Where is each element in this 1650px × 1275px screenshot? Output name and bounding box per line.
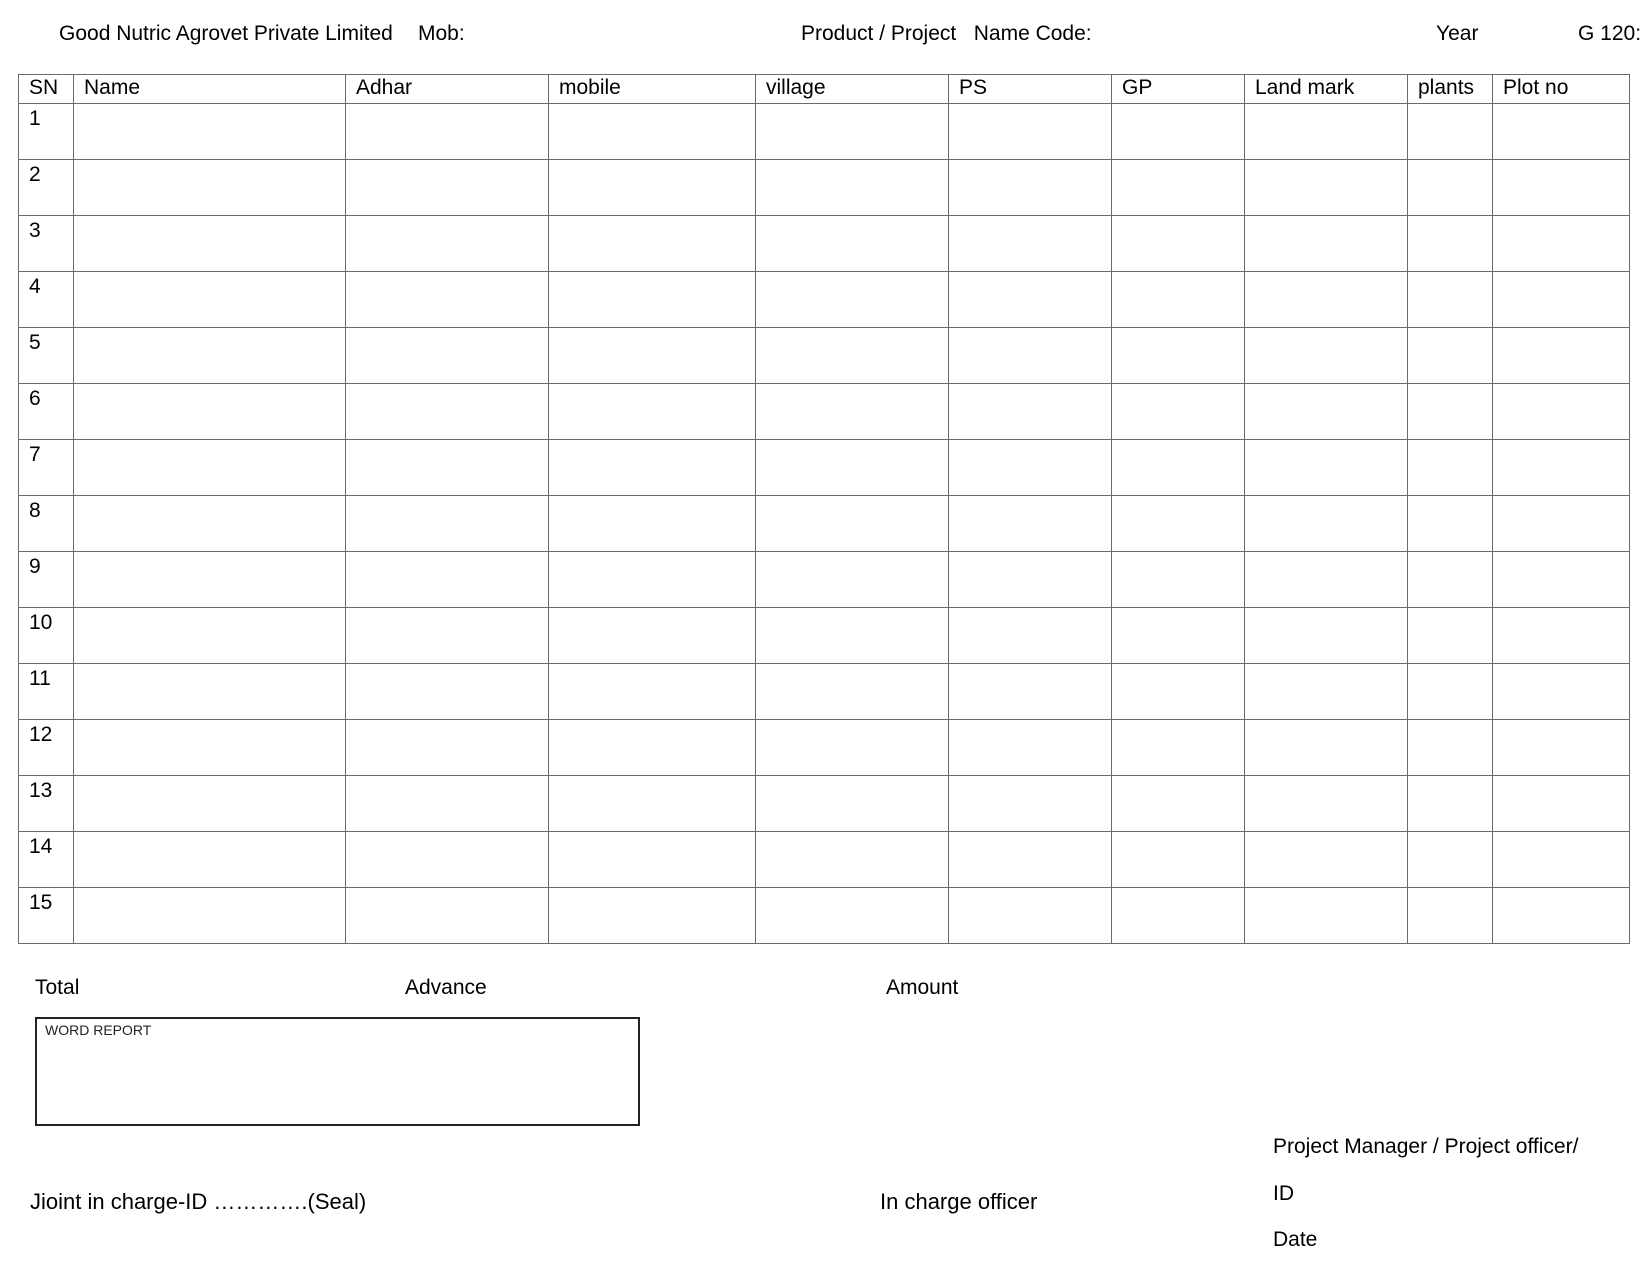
adhar-cell[interactable] (346, 832, 549, 888)
plants-cell[interactable] (1408, 888, 1493, 944)
project-manager-label: Project Manager / Project officer/ (1273, 1135, 1579, 1158)
village-cell[interactable] (756, 552, 949, 608)
ps-cell[interactable] (949, 104, 1112, 160)
plot-no-cell[interactable] (1493, 272, 1630, 328)
landmark-cell[interactable] (1245, 720, 1408, 776)
table-body (19, 104, 1630, 944)
table-row (19, 272, 1630, 328)
plot-no-cell[interactable] (1493, 664, 1630, 720)
gp-cell[interactable] (1112, 272, 1245, 328)
village-cell[interactable] (756, 104, 949, 160)
landmark-cell[interactable] (1245, 776, 1408, 832)
gp-cell[interactable] (1112, 216, 1245, 272)
table-row (19, 496, 1630, 552)
sn-cell: 2 (19, 160, 74, 216)
amount-label: Amount (886, 976, 959, 999)
table-header-row (19, 75, 1630, 104)
ps-cell[interactable] (949, 832, 1112, 888)
landmark-cell[interactable] (1245, 496, 1408, 552)
mobile-cell[interactable] (549, 440, 756, 496)
table-row (19, 608, 1630, 664)
plot-no-cell[interactable] (1493, 832, 1630, 888)
village-cell[interactable] (756, 720, 949, 776)
plants-cell[interactable] (1408, 384, 1493, 440)
name-cell[interactable] (74, 272, 346, 328)
incharge-officer-label: In charge officer (880, 1189, 1038, 1214)
ps-cell[interactable] (949, 272, 1112, 328)
sn-cell: 7 (19, 440, 74, 496)
year-label: Year (1436, 22, 1479, 45)
table-row (19, 664, 1630, 720)
name-cell[interactable] (74, 776, 346, 832)
ps-cell[interactable] (949, 440, 1112, 496)
sn-cell: 11 (19, 664, 74, 720)
landmark-cell[interactable] (1245, 888, 1408, 944)
sn-cell: 15 (19, 888, 74, 944)
name-cell[interactable] (74, 608, 346, 664)
mobile-cell[interactable] (549, 608, 756, 664)
word-report-label: WORD REPORT (45, 1022, 152, 1038)
sn-cell: 8 (19, 496, 74, 552)
village-cell[interactable] (756, 776, 949, 832)
sn-cell: 13 (19, 776, 74, 832)
column-header: SN (19, 75, 74, 104)
plants-cell[interactable] (1408, 552, 1493, 608)
landmark-cell[interactable] (1245, 216, 1408, 272)
mobile-cell[interactable] (549, 720, 756, 776)
ps-cell[interactable] (949, 384, 1112, 440)
name-cell[interactable] (74, 160, 346, 216)
name-cell[interactable] (74, 384, 346, 440)
landmark-cell[interactable] (1245, 664, 1408, 720)
adhar-cell[interactable] (346, 440, 549, 496)
table-row (19, 888, 1630, 944)
table-row (19, 720, 1630, 776)
sn-cell: 12 (19, 720, 74, 776)
sn-cell: 9 (19, 552, 74, 608)
plot-no-cell[interactable] (1493, 384, 1630, 440)
plants-cell[interactable] (1408, 216, 1493, 272)
plot-no-cell[interactable] (1493, 104, 1630, 160)
gp-cell[interactable] (1112, 888, 1245, 944)
plants-cell[interactable] (1408, 440, 1493, 496)
gp-cell[interactable] (1112, 384, 1245, 440)
table-row (19, 384, 1630, 440)
column-header: mobile (549, 75, 756, 104)
word-report-box[interactable] (35, 1017, 640, 1126)
village-cell[interactable] (756, 664, 949, 720)
village-cell[interactable] (756, 832, 949, 888)
table-row (19, 776, 1630, 832)
ps-cell[interactable] (949, 888, 1112, 944)
ps-cell[interactable] (949, 664, 1112, 720)
ps-cell[interactable] (949, 776, 1112, 832)
sn-cell: 4 (19, 272, 74, 328)
table-row (19, 832, 1630, 888)
village-cell[interactable] (756, 496, 949, 552)
adhar-cell[interactable] (346, 384, 549, 440)
village-cell[interactable] (756, 440, 949, 496)
mobile-cell[interactable] (549, 496, 756, 552)
adhar-cell[interactable] (346, 272, 549, 328)
adhar-cell[interactable] (346, 160, 549, 216)
adhar-cell[interactable] (346, 664, 549, 720)
name-cell[interactable] (74, 720, 346, 776)
table-row (19, 328, 1630, 384)
ps-cell[interactable] (949, 720, 1112, 776)
id-label: ID (1273, 1182, 1294, 1205)
plants-cell[interactable] (1408, 328, 1493, 384)
plot-no-cell[interactable] (1493, 776, 1630, 832)
village-cell[interactable] (756, 272, 949, 328)
name-cell[interactable] (74, 496, 346, 552)
table-row (19, 104, 1630, 160)
mobile-cell[interactable] (549, 272, 756, 328)
landmark-cell[interactable] (1245, 104, 1408, 160)
name-cell[interactable] (74, 664, 346, 720)
village-cell[interactable] (756, 328, 949, 384)
mobile-cell[interactable] (549, 776, 756, 832)
ps-cell[interactable] (949, 608, 1112, 664)
column-header: Land mark (1245, 75, 1408, 104)
gp-cell[interactable] (1112, 104, 1245, 160)
plot-no-cell[interactable] (1493, 608, 1630, 664)
adhar-cell[interactable] (346, 496, 549, 552)
adhar-cell[interactable] (346, 104, 549, 160)
name-cell[interactable] (74, 552, 346, 608)
landmark-cell[interactable] (1245, 552, 1408, 608)
village-cell[interactable] (756, 160, 949, 216)
landmark-cell[interactable] (1245, 272, 1408, 328)
ps-cell[interactable] (949, 216, 1112, 272)
column-header: village (756, 75, 949, 104)
ps-cell[interactable] (949, 552, 1112, 608)
sn-cell: 5 (19, 328, 74, 384)
gp-cell[interactable] (1112, 608, 1245, 664)
name-cell[interactable] (74, 888, 346, 944)
advance-label: Advance (405, 976, 487, 999)
adhar-cell[interactable] (346, 552, 549, 608)
plants-cell[interactable] (1408, 104, 1493, 160)
village-cell[interactable] (756, 216, 949, 272)
mobile-cell[interactable] (549, 328, 756, 384)
gp-cell[interactable] (1112, 440, 1245, 496)
plants-cell[interactable] (1408, 496, 1493, 552)
table-row (19, 552, 1630, 608)
table-row (19, 216, 1630, 272)
adhar-cell[interactable] (346, 720, 549, 776)
ps-cell[interactable] (949, 328, 1112, 384)
sn-cell: 1 (19, 104, 74, 160)
column-header: Name (74, 75, 346, 104)
mobile-cell[interactable] (549, 832, 756, 888)
mobile-cell[interactable] (549, 664, 756, 720)
plants-cell[interactable] (1408, 720, 1493, 776)
column-header: PS (949, 75, 1112, 104)
gp-cell[interactable] (1112, 664, 1245, 720)
name-cell[interactable] (74, 328, 346, 384)
name-cell[interactable] (74, 832, 346, 888)
plants-cell[interactable] (1408, 832, 1493, 888)
column-header: GP (1112, 75, 1245, 104)
gp-cell[interactable] (1112, 776, 1245, 832)
plot-no-cell[interactable] (1493, 720, 1630, 776)
column-header: Plot no (1493, 75, 1630, 104)
mobile-cell[interactable] (549, 888, 756, 944)
gp-cell[interactable] (1112, 160, 1245, 216)
adhar-cell[interactable] (346, 608, 549, 664)
landmark-cell[interactable] (1245, 608, 1408, 664)
sn-cell: 14 (19, 832, 74, 888)
name-cell[interactable] (74, 104, 346, 160)
adhar-cell[interactable] (346, 888, 549, 944)
plot-no-cell[interactable] (1493, 440, 1630, 496)
mobile-cell[interactable] (549, 552, 756, 608)
ps-cell[interactable] (949, 496, 1112, 552)
column-header: Adhar (346, 75, 549, 104)
gp-cell[interactable] (1112, 720, 1245, 776)
landmark-cell[interactable] (1245, 160, 1408, 216)
gp-cell[interactable] (1112, 552, 1245, 608)
sn-cell: 10 (19, 608, 74, 664)
company-name: Good Nutric Agrovet Private Limited (59, 22, 393, 45)
landmark-cell[interactable] (1245, 328, 1408, 384)
mobile-cell[interactable] (549, 384, 756, 440)
village-cell[interactable] (756, 384, 949, 440)
sn-cell: 6 (19, 384, 74, 440)
ps-cell[interactable] (949, 160, 1112, 216)
plants-cell[interactable] (1408, 160, 1493, 216)
mobile-cell[interactable] (549, 104, 756, 160)
sn-cell: 3 (19, 216, 74, 272)
village-cell[interactable] (756, 888, 949, 944)
product-project-label: Product / Project Name Code: (801, 22, 1092, 45)
plants-cell[interactable] (1408, 664, 1493, 720)
plot-no-cell[interactable] (1493, 216, 1630, 272)
landmark-cell[interactable] (1245, 440, 1408, 496)
landmark-cell[interactable] (1245, 384, 1408, 440)
farmer-register-table (18, 74, 1630, 944)
mobile-cell[interactable] (549, 160, 756, 216)
village-cell[interactable] (756, 608, 949, 664)
joint-incharge-label: Jioint in charge-ID ………….(Seal) (30, 1189, 367, 1214)
name-cell[interactable] (74, 216, 346, 272)
gp-cell[interactable] (1112, 496, 1245, 552)
plot-no-cell[interactable] (1493, 888, 1630, 944)
date-label: Date (1273, 1228, 1318, 1251)
adhar-cell[interactable] (346, 328, 549, 384)
plants-cell[interactable] (1408, 776, 1493, 832)
plot-no-cell[interactable] (1493, 552, 1630, 608)
plot-no-cell[interactable] (1493, 328, 1630, 384)
column-header: plants (1408, 75, 1493, 104)
gp-cell[interactable] (1112, 328, 1245, 384)
name-cell[interactable] (74, 440, 346, 496)
plants-cell[interactable] (1408, 608, 1493, 664)
gp-cell[interactable] (1112, 832, 1245, 888)
adhar-cell[interactable] (346, 216, 549, 272)
table-row (19, 160, 1630, 216)
mob-label: Mob: (418, 22, 465, 45)
plot-no-cell[interactable] (1493, 160, 1630, 216)
plot-no-cell[interactable] (1493, 496, 1630, 552)
code-label: G 120: (1578, 22, 1642, 45)
adhar-cell[interactable] (346, 776, 549, 832)
table-row (19, 440, 1630, 496)
total-label: Total (35, 976, 80, 999)
mobile-cell[interactable] (549, 216, 756, 272)
landmark-cell[interactable] (1245, 832, 1408, 888)
plants-cell[interactable] (1408, 272, 1493, 328)
